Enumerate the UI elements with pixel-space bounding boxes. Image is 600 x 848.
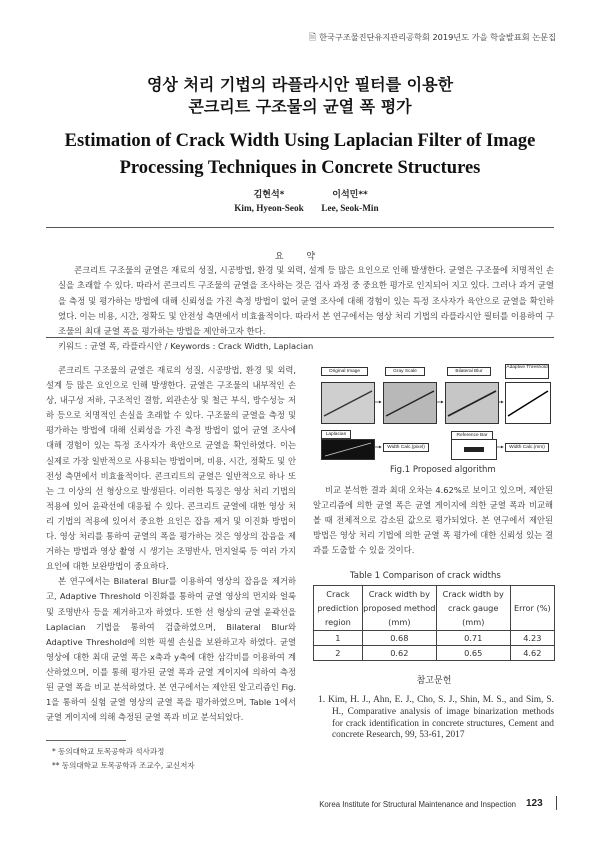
abstract-heading: 요 약 [274,252,326,262]
crack-width-table [313,585,555,661]
korean-title-line-2: 콘크리트 구조물의 균열 폭 평가 [188,97,412,116]
body-paragraph-1: 콘크리트 구조물의 균열은 재료의 성질, 시공방법, 환경 및 외력, 설계 등 많은 요인으로 인해 발생한다. 균열은 구조물의 내부적인 손상, 내구성 저하, 구조적인 결함, 외관손상 및 철근 부식, 방수성능 저하 등으로 치명적인 손실을 초래할 수 있다. 구조물의 균열을 측정 및 평가하는 방법에 대해 신뢰성을 가진 측정 방법이 없어 균열 조사에 대해 경험이 있는 특정 조사자가 육안으로 균열을 확인하였다. 이는 실제로 가장 일반적으로 사용되는 방법이며, 비용, 시간, 정확도 및 안전성 측면에서 비효율적이다. 콘크리트의 균열은 일반적으로 하나 또는 그 이상의 선 형상으로 발생된다. 이러한 특징은 영상 처리 기법의 적용에 있어 윤곽선에 대응될 수 있다. 콘크리트 균열에 대한 영상 처리 기법의 적용에 있어서 중요한 요인은 잡음 제거 및 이진화 방법이다. 영상 처리를 통하여 균열의 폭을 평가하는 것은 영상의 잡음을 제거하는 방법과 영상 촬영 시 생기는 조명반사, 먼지얼룩 등 여러 가지 요인에 대한 보완방법이 중요하다. [46,365,296,572]
table-cell: 2 [314,646,363,661]
table-cell: 1 [314,631,363,646]
table-header-cell: Crack width by crack gauge (mm) [436,586,510,631]
table-header-cell: Error (%) [510,586,554,631]
table-header-cell: Crack width by proposed method (mm) [362,586,436,631]
table-cell: 0.71 [436,631,510,646]
footnote-rule [46,740,126,741]
box-laplacian: Laplacian [321,430,351,439]
author-2-english-name: Lee, Seok-Min [321,203,379,213]
english-title-line-1: Estimation of Crack Width Using Laplacian Filter of Image [64,131,536,151]
table-row [314,631,555,646]
table-cell: 4.23 [510,631,554,646]
algorithm-figure [313,364,555,460]
references-heading: 참고문헌 [416,676,452,686]
page-number: 123 [526,798,543,809]
running-header [309,30,556,46]
figure-caption: Fig.1 Proposed algorithm [390,465,496,475]
keywords: 키워드 : 균열 폭, 라플라시안 / Keywords : Crack Width, Laplacian [58,341,314,351]
box-original-image: Original Image [321,367,368,376]
author-2 [312,187,388,213]
author-1-english-name: Kim, Hyeon-Seok [234,203,304,213]
flow-arrows [313,364,555,460]
abstract-body [58,263,554,339]
footnote-1: * 동의대학교 토목공학과 석사과정 [52,747,165,756]
box-gray-scale: Gray Scale [385,367,425,376]
table-header-cell: Crack prediction region [314,586,363,631]
author-1 [234,187,304,213]
box-width-calc-mm: Width Calc.(mm) [505,443,549,452]
reference-item: 1. Kim, H. J., Ahn, E. J., Cho, S. J., Shin, M. S., and Sim, S. H., Comparative analysis of image binarization methods for crack identification in concrete structures, Cement and concrete Research, 99, 53-61, 2017 [318,695,554,741]
table-header-row [314,586,555,631]
korean-title-line-1: 영상 처리 기법의 라플라시안 필터를 이용한 [146,75,454,94]
author-1-korean-name: 김현석* [253,190,285,200]
box-adaptive-threshold: Adaptive Threshold [505,364,549,379]
box-reference-bar: Reference Bar [451,431,493,440]
english-title-line-2: Processing Techniques in Concrete Structures [119,158,481,178]
keywords-rule [46,337,554,338]
abstract-paragraph: 콘크리트 구조물의 균열은 재료의 성질, 시공방법, 환경 및 외력, 설계 등 많은 요인으로 인해 발생한다. 균열은 구조물에 치명적인 손실을 초래할 수 있다. 따라서 콘크리트 구조물의 균열을 조사하는 것은 검사 과정 중 중요한 평가로 인지되어 지고 있다. 그러나 과거 균열을 측정 및 평가하는 방법에 대해 신뢰성을 가진 측정 방법이 없어 균열 조사에 대해 경험이 있는 특정 조사자가 육안으로 균열을 확인하였다. 이는 비용, 시간, 정확도 및 안전성 측면에서 비효율적이다. 따라서 본 연구에서는 영상 처리 기법의 라플라시안 필터를 이용하여 구조물의 최대 균열 폭을 평가하는 방법을 제안하고자 한다. [58,265,554,337]
footer-institute: Korea Institute for Structural Maintenance and Inspection [319,800,516,809]
body-left-column [46,363,296,725]
body-right-column [313,483,553,558]
author-2-korean-name: 이석민** [332,190,368,200]
body-paragraph-3: 비교 분석한 결과 최대 오차는 4.62%로 보이고 있으며, 제안된 알고리즘에 의한 균열 폭은 균열 게이지에 의한 균열 폭과 비교해 볼 때 전체적으로 감소된 값으로 평가되었다. 본 연구에서 제안된 방법은 영상 처리 기법에 의한 균열 폭 평가에 대한 신뢰성 있는 결과를 도출할 수 있을 것이다. [313,485,553,556]
running-header-text: 한국구조물진단유지관리공학회 2019년도 가을 학술발표회 논문집 [319,32,556,42]
table-cell: 0.65 [436,646,510,661]
footer-divider [556,796,557,810]
abstract-top-rule [46,227,554,228]
document-icon: 🗎 [308,33,317,43]
table-row [314,646,555,661]
table-cell: 4.62 [510,646,554,661]
footnote-2: ** 동의대학교 토목공학과 조교수, 교신저자 [52,761,195,770]
table-caption: Table 1 Comparison of crack widths [350,571,501,581]
table-cell: 0.62 [362,646,436,661]
box-bilateral-blur: Bilateral Blur [447,367,491,376]
table-cell: 0.68 [362,631,436,646]
body-paragraph-2: 본 연구에서는 Bilateral Blur를 이용하여 영상의 잡음을 제거하고, Adaptive Threshold 이진화를 통하여 균열 영상의 먼지와 얼룩 및 조명반사 등을 제거하고자 하였다. 또한 선 형상의 균열 윤곽선을 Laplacian 기법을 통하여 검출하였으며, Bilateral Blur와 Adaptive Threshold에 의한 픽셀 손실을 보완하고자 하였다. 균열 영상에 대한 최대 균열 폭은 x축과 y축에 대한 삼각비를 이용하여 계산하였으며, 이를 통해 평가된 균열 폭과 균열 게이지에 의하여 측정된 균열 폭을 비교 분석하였다. 본 연구에서는 제안된 알고리즘인 Fig. 1을 통하여 실험 균열 영상의 균열 폭을 평가하였으며, Table 1에서 균열 게이지에 의해 측정된 균열 폭과 비교 분석되었다. [46,576,296,723]
box-width-calc-pixel: Width Calc.(pixel) [383,443,429,452]
